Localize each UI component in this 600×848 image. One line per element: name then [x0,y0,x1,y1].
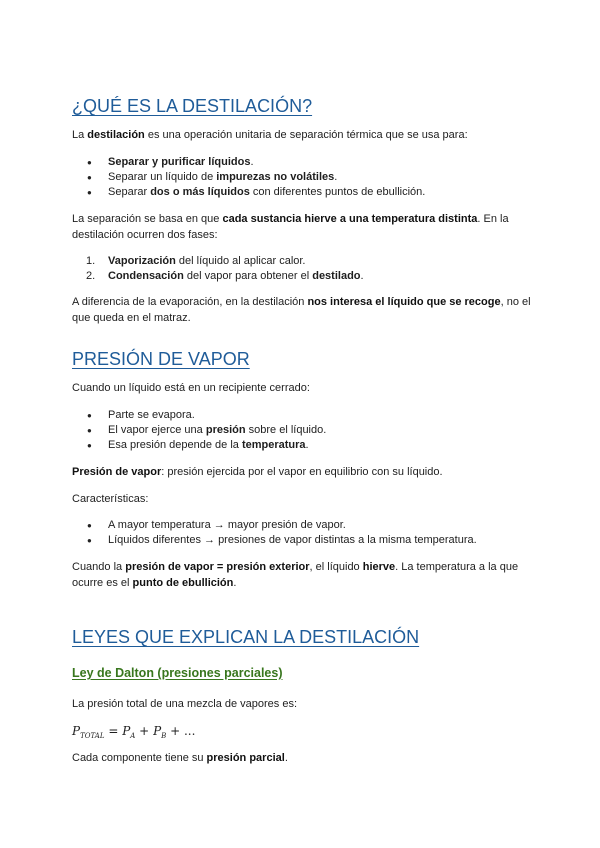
list-item: ● A mayor temperatura → mayor presión de vapor. [72,518,477,533]
list-item: ● Parte se evapora. [72,408,326,423]
list-item: ● El vapor ejerce una presión sobre el líquido. [72,423,326,438]
paragraph-caracteristicas: Características: [72,493,149,505]
paragraph-ebullicion: Cuando la presión de vapor = presión exterior, el líquido hierve. La temperatura a la que ocurre es el punto de ebullición. [72,561,519,589]
phases-list [72,254,364,284]
heading-leyes: LEYES QUE EXPLICAN LA DESTILACIÓN [72,627,420,647]
list-item: ● Separar dos o más líquidos con diferentes puntos de ebullición. [72,185,425,200]
presion-list [72,408,326,453]
uses-list [72,155,425,200]
paragraph-dalton-intro: La presión total de una mezcla de vapores es: [72,698,298,710]
subheading-dalton: Ley de Dalton (presiones parciales) [72,666,283,680]
paragraph-difference: A diferencia de la evaporación, en la destilación nos interesa el líquido que se recoge, no el que queda en el matraz. [72,296,531,324]
list-item: ● Separar un líquido de impurezas no volátiles. [72,170,425,185]
paragraph-basis: La separación se basa en que cada sustancia hierve a una temperatura distinta. En la destilación ocurren dos fases: [72,213,509,241]
paragraph-definition: Presión de vapor: presión ejercida por el vapor en equilibrio con su líquido. [72,466,443,478]
heading-presion: PRESIÓN DE VAPOR [72,349,250,369]
list-item: 1. Vaporización del líquido al aplicar calor. [86,255,306,267]
list-item: ● Separar y purificar líquidos. [72,155,425,170]
paragraph-intro: La destilación es una operación unitaria de separación térmica que se usa para: [72,129,468,141]
dalton-formula: $P_{TOTAL} = P_A + P_B$ + ... [72,724,196,740]
list-item: ● Esa presión depende de la temperatura. [72,438,326,453]
list-item: ● Líquidos diferentes → presiones de vapor distintas a la misma temperatura. [72,533,477,548]
paragraph-partial-pressure: Cada componente tiene su presión parcial. [72,752,288,764]
heading-destilacion: ¿QUÉ ES LA DESTILACIÓN? [72,96,313,116]
caracteristicas-list [72,518,477,548]
list-item: 2. Condensación del vapor para obtener el destilado. [86,270,364,282]
paragraph-presion-intro: Cuando un líquido está en un recipiente cerrado: [72,382,310,394]
